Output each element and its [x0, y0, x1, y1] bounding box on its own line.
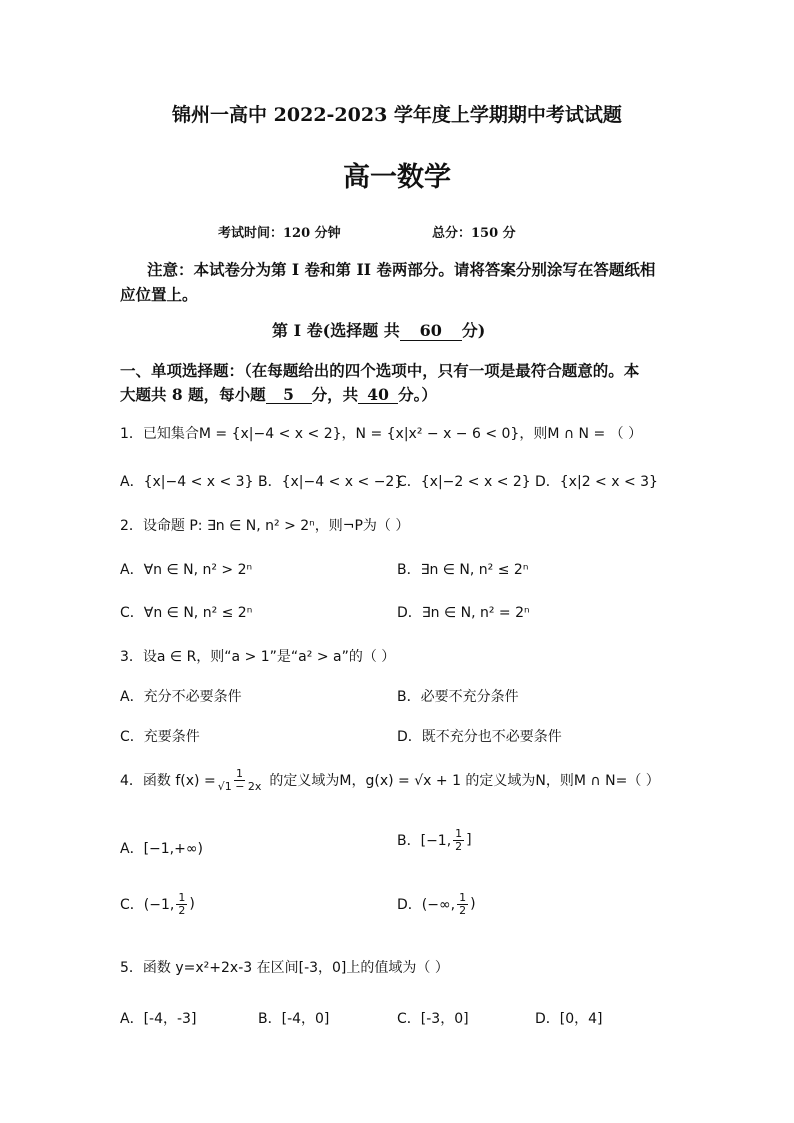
exam-time: 考试时间：120 分钟: [218, 226, 341, 241]
q4d-fraction: [457, 892, 468, 916]
section-title: [272, 318, 485, 341]
question-3-option-d: D．既不充分也不必要条件: [397, 729, 562, 745]
question-3-option-c: C．充要条件: [120, 729, 200, 745]
question-4-option-b: [397, 828, 472, 852]
question-2-option-d: D．∃n ∈ N, n² = 2ⁿ: [397, 605, 530, 621]
subject-title: 高一数学: [343, 162, 451, 193]
question-5-option-d: D．[0，4]: [535, 1011, 603, 1027]
q4c-num: 1: [178, 891, 186, 904]
question-1-option-c: C．{x|−2 < x < 2}: [397, 474, 531, 490]
q4-fraction: [218, 768, 262, 792]
question-2-option-a: A．∀n ∈ N, n² > 2ⁿ: [120, 562, 253, 578]
question-5-option-a: A．[-4，-3]: [120, 1011, 197, 1027]
q4c-post: ): [189, 896, 195, 913]
desc-mid: 分，共: [311, 385, 359, 404]
q4-stem-pre: 4．函数 f(x) =: [120, 773, 216, 790]
question-4-option-d: [397, 892, 476, 916]
q4d-post: ): [470, 896, 476, 913]
q4b-num: 1: [455, 827, 463, 840]
question-4-stem: [120, 768, 660, 792]
q4-fraction-numerator: 1: [236, 767, 244, 780]
q4b-post: ]: [466, 832, 472, 849]
q4c-den: 2: [178, 903, 186, 917]
question-2-stem: 2．设命题 P: ∃n ∈ N, n² > 2ⁿ，则¬P为（ ）: [120, 518, 410, 534]
total-score: 总分：150 分: [432, 226, 516, 241]
total-section-score-blank: 40: [358, 386, 398, 404]
section-score-blank: 60: [400, 322, 462, 341]
question-1-option-d: D．{x|2 < x < 3}: [535, 474, 658, 490]
q4b-pre: B．[−1,: [397, 833, 452, 850]
q4c-fraction: [176, 892, 187, 916]
q4-fraction-denominator: √1 − 2x: [217, 779, 262, 793]
section-title-pre: 第 I 卷(选择题 共: [272, 321, 400, 340]
question-5-stem: 5．函数 y=x²+2x-3 在区间[-3，0]上的值域为（ ）: [120, 960, 449, 976]
question-3-stem: 3．设a ∈ R，则“a > 1”是“a² > a”的（ ）: [120, 649, 396, 665]
question-4-option-a: A．[−1,+∞): [120, 841, 203, 857]
q4c-pre: C．(−1,: [120, 897, 175, 914]
question-1-option-a: A．{x|−4 < x < 3}: [120, 474, 254, 490]
section-desc-line-1: 一、单项选择题：（在每题给出的四个选项中，只有一项是最符合题意的。本: [120, 361, 640, 380]
q4d-pre: D．(−∞,: [397, 897, 456, 914]
question-2-option-c: C．∀n ∈ N, n² ≤ 2ⁿ: [120, 605, 253, 621]
q4b-fraction: [453, 828, 464, 852]
question-5-option-b: B．[-4，0]: [258, 1011, 330, 1027]
question-2-option-b: B．∃n ∈ N, n² ≤ 2ⁿ: [397, 562, 529, 578]
section-title-post: 分): [461, 321, 486, 340]
section-desc-line-2: [120, 383, 437, 405]
q4d-num: 1: [459, 891, 467, 904]
question-3-option-b: B．必要不充分条件: [397, 689, 519, 705]
q4-stem-post: 的定义域为M，g(x) = √x + 1 的定义域为N，则M ∩ N=（ ）: [269, 773, 660, 790]
desc-pre: 大题共 8 题，每小题: [120, 385, 266, 404]
desc-post: 分。）: [398, 385, 437, 404]
question-1-stem: 1．已知集合M = {x|−4 < x < 2}，N = {x|x² − x − 6 < 0}，则M ∩ N = （ ）: [120, 426, 643, 442]
q4d-den: 2: [459, 903, 467, 917]
q4b-den: 2: [455, 839, 463, 853]
question-1-option-b: B．{x|−4 < x < −2}: [258, 474, 404, 490]
notice-line-1: 注意：本试卷分为第 I 卷和第 II 卷两部分。请将答案分别涂写在答题纸相: [147, 260, 656, 279]
question-4-option-c: [120, 892, 195, 916]
notice-line-2: 应位置上。: [120, 285, 198, 304]
exam-title: 锦州一高中 2022-2023 学年度上学期期中考试试题: [172, 104, 622, 126]
question-3-option-a: A．充分不必要条件: [120, 689, 242, 705]
question-5-option-c: C．[-3，0]: [397, 1011, 469, 1027]
per-question-score-blank: 5: [266, 386, 312, 404]
